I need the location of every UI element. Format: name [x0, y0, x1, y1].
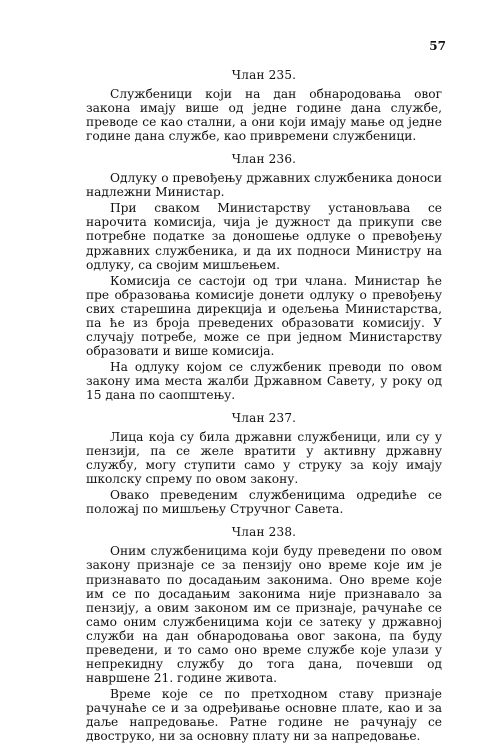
- paragraph: Лица која су била државни службеници, или су у пензији, па се желе вратити у активну државну службу, могу ступити само у струку за коју имају школску спрему по овом закону.: [86, 430, 442, 487]
- page-number: 57: [429, 39, 446, 53]
- paragraph: Комисија се састоји од три члана. Министар ће пре образовања комисије донети одлуку о превођењу свих старешина дирекција и одељења Министарства, па ће из броја преведених образовати комисију. У случају потребе, може се при једном Министарству образовати и више комисија.: [86, 273, 442, 358]
- paragraph: При сваком Министарству установљава се нарочита комисија, чија је дужност да прикупи све потребне податке за доношење одлуке о превођењу државних службеника, и да их подноси Министру на одлуку, са својим мишљењем.: [86, 201, 442, 272]
- article-heading: Члан 236.: [231, 152, 297, 167]
- paragraph: На одлуку којом се службеник преводи по овом закону има места жалби Државном Савету, у року од 15 дана по саопштењу.: [86, 359, 442, 402]
- paragraph: Оним службеницима који буду преведени по овом закону признаје се за пензију оно време које им је признавато по досадањим законима. Оно време које им се по досадањим законима није признавало за пензију, а овим законом им се признаје, рачунаће се само оним службеницима који се затеку у државној служби на дан обнародовања овог закона, па буду преведени, и то само оно време службе које улази у непрекидну службу до тога дана, почевши од навршене 21. године живота.: [86, 544, 442, 685]
- article-236: [86, 152, 442, 402]
- article-heading: Члан 238.: [231, 525, 297, 540]
- article-235: [86, 68, 442, 143]
- page-content: [86, 66, 442, 745]
- article-238: [86, 525, 442, 743]
- paragraph: Време које се по претходном ставу признаје рачунаће се и за одређивање основне плате, као и за даље напредовање. Ратне године не рачунају се двоструко, ни за основну плату ни за напредовање.: [86, 686, 442, 744]
- article-237: [86, 411, 442, 516]
- paragraph: Одлуку о превођењу државних службеника доноси надлежни Министар.: [86, 171, 442, 200]
- article-heading: Члан 235.: [231, 68, 297, 82]
- paragraph: Службеници који на дан обнародовања овог закона имају више од једне године дана службе, преводе се као стални, а они који имају мање од једне године дана службе, као привремени службеници.: [86, 87, 442, 144]
- paragraph: Овако преведеним службеницима одредиће се положај по мишљењу Стручног Савета.: [86, 488, 442, 517]
- article-heading: Члан 237.: [231, 411, 297, 426]
